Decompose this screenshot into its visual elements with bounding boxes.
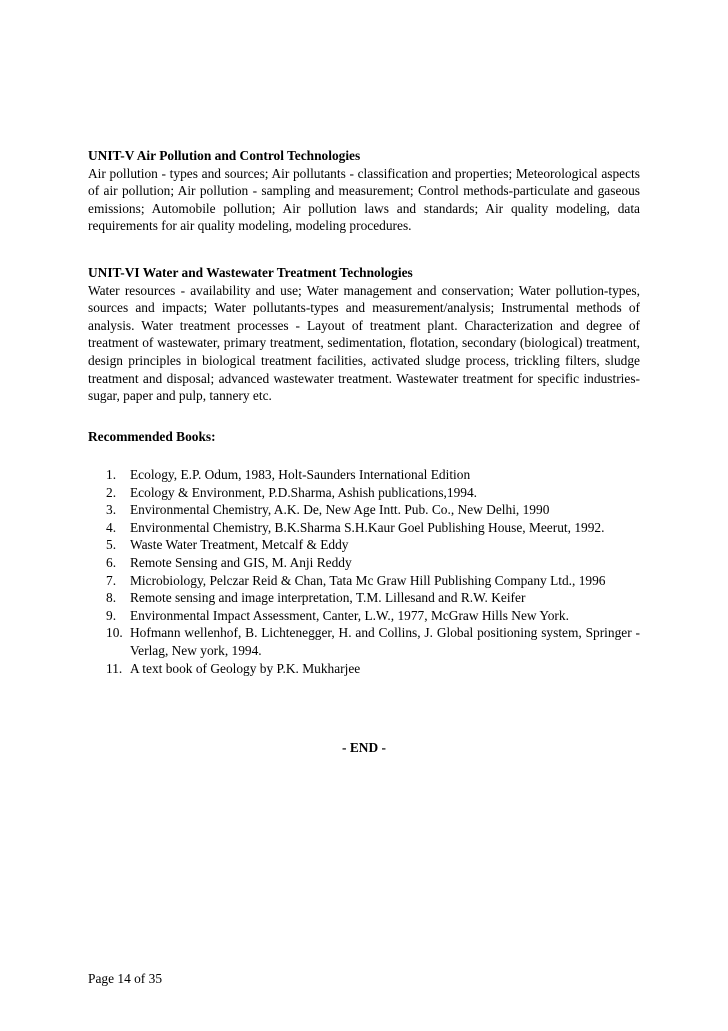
book-text: Environmental Chemistry, A.K. De, New Age Intt. Pub. Co., New Delhi, 1990	[130, 502, 550, 518]
book-item	[106, 624, 640, 659]
book-item	[106, 519, 640, 537]
recommended-books-heading: Recommended Books:	[88, 429, 216, 444]
book-text: Remote sensing and image interpretation, T.M. Lillesand and R.W. Keifer	[130, 590, 526, 606]
book-number: 5.	[106, 537, 117, 553]
book-item	[106, 536, 640, 554]
book-number: 11.	[106, 660, 123, 676]
book-number: 6.	[106, 554, 117, 570]
book-item	[106, 501, 640, 519]
book-number: 7.	[106, 572, 117, 588]
book-number: 3.	[106, 502, 117, 518]
book-text: Ecology & Environment, P.D.Sharma, Ashish publications,1994.	[130, 484, 478, 500]
book-item	[106, 484, 640, 502]
book-number: 2.	[106, 484, 117, 500]
unit-vi-heading: UNIT-VI Water and Wastewater Treatment Technologies	[88, 265, 413, 280]
book-item	[106, 554, 640, 572]
end-marker: - END -	[342, 740, 386, 755]
unit-v-section	[88, 147, 640, 235]
book-text: Ecology, E.P. Odum, 1983, Holt-Saunders International Edition	[130, 467, 471, 482]
book-number: 10.	[106, 625, 123, 641]
book-number: 9.	[106, 607, 117, 623]
unit-v-body: Air pollution - types and sources; Air pollutants - classification and properties; Meteorological aspects of air pollution; Air pollution - sampling and measurement; Control methods-particulate and gaseous emissions; Automobile pollution; Air pollution laws and standards; Air quality modeling, data requirements for air quality modeling, modeling procedures.	[88, 165, 640, 234]
book-text: A text book of Geology by P.K. Mukharjee	[130, 660, 361, 676]
book-text: Microbiology, Pelczar Reid & Chan, Tata Mc Graw Hill Publishing Company Ltd., 1996	[130, 572, 606, 588]
book-item	[106, 466, 640, 484]
book-item	[106, 607, 640, 625]
page-number-footer: Page 14 of 35	[88, 971, 163, 986]
book-text: Remote Sensing and GIS, M. Anji Reddy	[130, 554, 352, 570]
book-item	[106, 572, 640, 590]
unit-vi-body: Water resources - availability and use; Water management and conservation; Water pollution-types, sources and impacts; Water pollutants-types and measurement/analysis; Instrumental methods of analysis. Water treatment processes - Layout of treatment plant. Characterization and degree of treatment of wastewater, primary treatment, sedimentation, flotation, secondary (biological) treatment, design principles in biological treatment facilities, activated sludge process, trickling filters, sludge treatment and disposal; advanced wastewater treatment. Wastewater treatment for specific industries- sugar, paper and pulp, tannery etc.	[88, 282, 640, 404]
unit-vi-section	[88, 264, 640, 405]
book-text: Environmental Chemistry, B.K.Sharma S.H.Kaur Goel Publishing House, Meerut, 1992.	[130, 519, 605, 535]
book-number: 1.	[106, 467, 117, 482]
book-item	[106, 660, 640, 678]
unit-v-heading: UNIT-V Air Pollution and Control Technologies	[88, 148, 361, 163]
book-text: Hofmann wellenhof, B. Lichtenegger, H. and Collins, J. Global positioning system, Springer - Verlag, New york, 1994.	[130, 625, 640, 658]
book-number: 8.	[106, 590, 117, 606]
book-item	[106, 589, 640, 607]
book-text: Environmental Impact Assessment, Canter, L.W., 1977, McGraw Hills New York.	[130, 607, 569, 623]
book-text: Waste Water Treatment, Metcalf & Eddy	[130, 537, 349, 553]
recommended-books-list	[106, 466, 640, 677]
book-number: 4.	[106, 519, 117, 535]
